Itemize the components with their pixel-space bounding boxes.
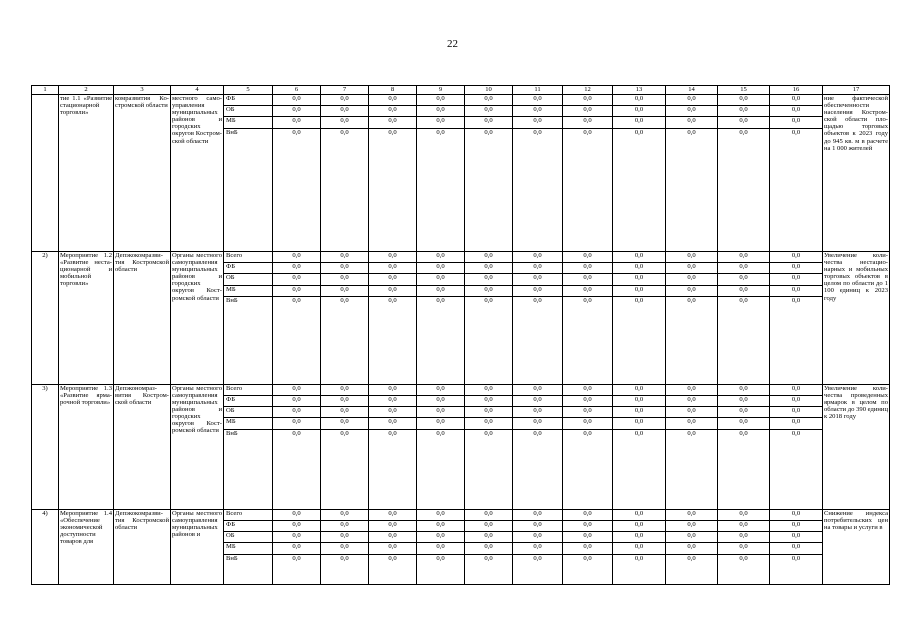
value-cell: 0,0 xyxy=(369,407,417,418)
table-row xyxy=(32,384,890,395)
value-cell: 0,0 xyxy=(369,554,417,584)
value-cell: 0,0 xyxy=(369,543,417,554)
value-cell: 0,0 xyxy=(513,407,563,418)
value-cell: 0,0 xyxy=(770,554,823,584)
value-cell: 0,0 xyxy=(770,407,823,418)
program-table xyxy=(31,85,890,585)
value-cell: 0,0 xyxy=(369,117,417,128)
value-cell: 0,0 xyxy=(273,429,321,509)
value-cell: 0,0 xyxy=(718,429,770,509)
funding-source: ОБ xyxy=(224,106,273,117)
value-cell: 0,0 xyxy=(770,396,823,407)
value-cell: 0,0 xyxy=(666,521,718,532)
value-cell: 0,0 xyxy=(273,106,321,117)
value-cell: 0,0 xyxy=(321,509,369,520)
value-cell: 0,0 xyxy=(770,521,823,532)
value-cell: 0,0 xyxy=(563,384,613,395)
value-cell: 0,0 xyxy=(666,274,718,285)
column-header: 15 xyxy=(718,86,770,95)
value-cell: 0,0 xyxy=(369,106,417,117)
value-cell: 0,0 xyxy=(613,128,666,251)
value-cell: 0,0 xyxy=(273,509,321,520)
value-cell: 0,0 xyxy=(465,106,513,117)
value-cell: 0,0 xyxy=(273,251,321,262)
value-cell: 0,0 xyxy=(770,263,823,274)
value-cell: 0,0 xyxy=(770,128,823,251)
funding-source: Всего xyxy=(224,509,273,520)
value-cell: 0,0 xyxy=(417,532,465,543)
value-cell: 0,0 xyxy=(369,532,417,543)
value-cell: 0,0 xyxy=(417,396,465,407)
expected-result: Снижение индекса потребительских цен на товары и услуги в xyxy=(823,509,890,584)
value-cell: 0,0 xyxy=(465,251,513,262)
value-cell: 0,0 xyxy=(369,128,417,251)
event-name: Мероприятие 1.4 «Обеспечение экономической доступности товаров для xyxy=(59,509,114,584)
value-cell: 0,0 xyxy=(369,509,417,520)
value-cell: 0,0 xyxy=(718,296,770,384)
value-cell: 0,0 xyxy=(417,106,465,117)
value-cell: 0,0 xyxy=(666,117,718,128)
value-cell: 0,0 xyxy=(718,418,770,429)
coexecutor-cell: Органы местного самоуправления муниципальных районов и городских округов Костромской области xyxy=(171,251,224,384)
value-cell: 0,0 xyxy=(273,384,321,395)
value-cell: 0,0 xyxy=(563,128,613,251)
column-header: 8 xyxy=(369,86,417,95)
column-header: 2 xyxy=(59,86,114,95)
value-cell: 0,0 xyxy=(273,396,321,407)
value-cell: 0,0 xyxy=(369,95,417,106)
value-cell: 0,0 xyxy=(770,95,823,106)
value-cell: 0,0 xyxy=(513,128,563,251)
value-cell: 0,0 xyxy=(465,429,513,509)
value-cell: 0,0 xyxy=(321,418,369,429)
value-cell: 0,0 xyxy=(273,263,321,274)
value-cell: 0,0 xyxy=(718,554,770,584)
value-cell: 0,0 xyxy=(465,296,513,384)
value-cell: 0,0 xyxy=(613,285,666,296)
value-cell: 0,0 xyxy=(563,509,613,520)
column-header: 16 xyxy=(770,86,823,95)
value-cell: 0,0 xyxy=(417,509,465,520)
column-header: 17 xyxy=(823,86,890,95)
value-cell: 0,0 xyxy=(563,429,613,509)
value-cell: 0,0 xyxy=(369,251,417,262)
value-cell: 0,0 xyxy=(321,407,369,418)
value-cell: 0,0 xyxy=(417,95,465,106)
value-cell: 0,0 xyxy=(465,274,513,285)
value-cell: 0,0 xyxy=(321,429,369,509)
funding-source: ФБ xyxy=(224,521,273,532)
table-row xyxy=(32,251,890,262)
value-cell: 0,0 xyxy=(465,396,513,407)
executor-cell: комразвития Костромской области xyxy=(114,95,171,252)
value-cell: 0,0 xyxy=(465,521,513,532)
value-cell: 0,0 xyxy=(321,521,369,532)
value-cell: 0,0 xyxy=(465,95,513,106)
value-cell: 0,0 xyxy=(321,117,369,128)
value-cell: 0,0 xyxy=(417,285,465,296)
funding-source: МБ xyxy=(224,117,273,128)
value-cell: 0,0 xyxy=(321,263,369,274)
value-cell: 0,0 xyxy=(513,418,563,429)
value-cell: 0,0 xyxy=(613,296,666,384)
value-cell: 0,0 xyxy=(770,418,823,429)
value-cell: 0,0 xyxy=(718,509,770,520)
value-cell: 0,0 xyxy=(718,543,770,554)
value-cell: 0,0 xyxy=(718,285,770,296)
value-cell: 0,0 xyxy=(666,263,718,274)
value-cell: 0,0 xyxy=(770,117,823,128)
funding-source: Всего xyxy=(224,384,273,395)
value-cell: 0,0 xyxy=(417,429,465,509)
value-cell: 0,0 xyxy=(613,274,666,285)
executor-cell: Депэкокомразвития Костромской области xyxy=(114,509,171,584)
value-cell: 0,0 xyxy=(513,274,563,285)
value-cell: 0,0 xyxy=(718,106,770,117)
value-cell: 0,0 xyxy=(613,117,666,128)
value-cell: 0,0 xyxy=(273,418,321,429)
value-cell: 0,0 xyxy=(563,521,613,532)
value-cell: 0,0 xyxy=(563,296,613,384)
header-row xyxy=(32,86,890,95)
value-cell: 0,0 xyxy=(563,543,613,554)
value-cell: 0,0 xyxy=(563,251,613,262)
value-cell: 0,0 xyxy=(513,285,563,296)
value-cell: 0,0 xyxy=(770,106,823,117)
value-cell: 0,0 xyxy=(563,106,613,117)
value-cell: 0,0 xyxy=(465,263,513,274)
value-cell: 0,0 xyxy=(613,396,666,407)
value-cell: 0,0 xyxy=(613,384,666,395)
value-cell: 0,0 xyxy=(563,418,613,429)
row-index: 3) xyxy=(32,384,59,509)
value-cell: 0,0 xyxy=(513,532,563,543)
value-cell: 0,0 xyxy=(321,396,369,407)
coexecutor-cell: местного самоуправления муниципальных районов и городских округов Костромской области xyxy=(171,95,224,252)
value-cell: 0,0 xyxy=(465,128,513,251)
coexecutor-cell: Органы местного самоуправления муниципальных районов и xyxy=(171,509,224,584)
funding-source: ВнБ xyxy=(224,128,273,251)
value-cell: 0,0 xyxy=(513,384,563,395)
value-cell: 0,0 xyxy=(273,296,321,384)
value-cell: 0,0 xyxy=(369,521,417,532)
value-cell: 0,0 xyxy=(417,554,465,584)
funding-source: ОБ xyxy=(224,532,273,543)
value-cell: 0,0 xyxy=(513,396,563,407)
value-cell: 0,0 xyxy=(718,251,770,262)
value-cell: 0,0 xyxy=(273,128,321,251)
value-cell: 0,0 xyxy=(273,285,321,296)
value-cell: 0,0 xyxy=(666,384,718,395)
column-header: 3 xyxy=(114,86,171,95)
value-cell: 0,0 xyxy=(613,95,666,106)
value-cell: 0,0 xyxy=(321,106,369,117)
value-cell: 0,0 xyxy=(321,285,369,296)
value-cell: 0,0 xyxy=(666,296,718,384)
value-cell: 0,0 xyxy=(563,532,613,543)
value-cell: 0,0 xyxy=(273,95,321,106)
value-cell: 0,0 xyxy=(770,274,823,285)
value-cell: 0,0 xyxy=(718,117,770,128)
column-header: 1 xyxy=(32,86,59,95)
funding-source: Всего xyxy=(224,251,273,262)
value-cell: 0,0 xyxy=(513,251,563,262)
expected-result: Увеличение количества нестационарных и мобильных торговых объектов в целом по области до 1 100 единиц к 2023 году xyxy=(823,251,890,384)
row-index xyxy=(32,95,59,252)
value-cell: 0,0 xyxy=(666,429,718,509)
value-cell: 0,0 xyxy=(513,263,563,274)
value-cell: 0,0 xyxy=(613,509,666,520)
value-cell: 0,0 xyxy=(321,274,369,285)
value-cell: 0,0 xyxy=(718,532,770,543)
value-cell: 0,0 xyxy=(613,429,666,509)
value-cell: 0,0 xyxy=(666,418,718,429)
value-cell: 0,0 xyxy=(417,117,465,128)
value-cell: 0,0 xyxy=(563,396,613,407)
expected-result: Увеличение количества проведенных ярмарок в целом по области до 390 единиц к 2018 году xyxy=(823,384,890,509)
value-cell: 0,0 xyxy=(417,407,465,418)
funding-source: МБ xyxy=(224,543,273,554)
event-name: Мероприятие 1.2 «Развитие нестационарной и мобильной торговли» xyxy=(59,251,114,384)
row-index: 4) xyxy=(32,509,59,584)
funding-source: ФБ xyxy=(224,263,273,274)
value-cell: 0,0 xyxy=(417,418,465,429)
column-header: 7 xyxy=(321,86,369,95)
value-cell: 0,0 xyxy=(417,543,465,554)
value-cell: 0,0 xyxy=(666,396,718,407)
value-cell: 0,0 xyxy=(613,521,666,532)
value-cell: 0,0 xyxy=(666,554,718,584)
value-cell: 0,0 xyxy=(417,128,465,251)
funding-source: ФБ xyxy=(224,95,273,106)
coexecutor-cell: Органы местного самоуправления муниципальных районов и городских округов Костромской области xyxy=(171,384,224,509)
value-cell: 0,0 xyxy=(321,384,369,395)
value-cell: 0,0 xyxy=(417,263,465,274)
funding-source: ФБ xyxy=(224,396,273,407)
value-cell: 0,0 xyxy=(770,285,823,296)
value-cell: 0,0 xyxy=(273,407,321,418)
value-cell: 0,0 xyxy=(718,384,770,395)
value-cell: 0,0 xyxy=(513,117,563,128)
table-row xyxy=(32,95,890,106)
value-cell: 0,0 xyxy=(666,95,718,106)
value-cell: 0,0 xyxy=(666,532,718,543)
column-header: 12 xyxy=(563,86,613,95)
funding-source: ОБ xyxy=(224,274,273,285)
value-cell: 0,0 xyxy=(563,407,613,418)
value-cell: 0,0 xyxy=(613,543,666,554)
value-cell: 0,0 xyxy=(369,418,417,429)
value-cell: 0,0 xyxy=(417,521,465,532)
value-cell: 0,0 xyxy=(666,251,718,262)
funding-source: ВнБ xyxy=(224,554,273,584)
column-header: 10 xyxy=(465,86,513,95)
value-cell: 0,0 xyxy=(513,543,563,554)
column-header: 14 xyxy=(666,86,718,95)
row-index: 2) xyxy=(32,251,59,384)
value-cell: 0,0 xyxy=(770,532,823,543)
value-cell: 0,0 xyxy=(770,384,823,395)
value-cell: 0,0 xyxy=(465,554,513,584)
value-cell: 0,0 xyxy=(273,521,321,532)
value-cell: 0,0 xyxy=(666,543,718,554)
value-cell: 0,0 xyxy=(613,554,666,584)
value-cell: 0,0 xyxy=(465,509,513,520)
value-cell: 0,0 xyxy=(369,263,417,274)
value-cell: 0,0 xyxy=(273,532,321,543)
value-cell: 0,0 xyxy=(666,509,718,520)
funding-source: ОБ xyxy=(224,407,273,418)
expected-result: ние фактической обеспеченности населения Костромской области площадью торговых объектов к 2023 году до 945 кв. м в расчете на 1 000 жителей xyxy=(823,95,890,252)
value-cell: 0,0 xyxy=(513,509,563,520)
table-row xyxy=(32,509,890,520)
value-cell: 0,0 xyxy=(666,106,718,117)
value-cell: 0,0 xyxy=(513,296,563,384)
value-cell: 0,0 xyxy=(369,285,417,296)
value-cell: 0,0 xyxy=(613,532,666,543)
value-cell: 0,0 xyxy=(321,128,369,251)
value-cell: 0,0 xyxy=(563,95,613,106)
value-cell: 0,0 xyxy=(666,407,718,418)
value-cell: 0,0 xyxy=(321,296,369,384)
value-cell: 0,0 xyxy=(465,117,513,128)
funding-source: МБ xyxy=(224,418,273,429)
value-cell: 0,0 xyxy=(321,95,369,106)
value-cell: 0,0 xyxy=(465,543,513,554)
value-cell: 0,0 xyxy=(513,521,563,532)
value-cell: 0,0 xyxy=(513,95,563,106)
value-cell: 0,0 xyxy=(563,263,613,274)
value-cell: 0,0 xyxy=(718,128,770,251)
value-cell: 0,0 xyxy=(369,429,417,509)
event-name: тие 1.1 «Развитие стационарной торговли» xyxy=(59,95,114,252)
value-cell: 0,0 xyxy=(718,407,770,418)
value-cell: 0,0 xyxy=(417,251,465,262)
value-cell: 0,0 xyxy=(513,106,563,117)
value-cell: 0,0 xyxy=(770,429,823,509)
value-cell: 0,0 xyxy=(369,396,417,407)
value-cell: 0,0 xyxy=(273,117,321,128)
value-cell: 0,0 xyxy=(369,296,417,384)
value-cell: 0,0 xyxy=(613,418,666,429)
value-cell: 0,0 xyxy=(465,407,513,418)
value-cell: 0,0 xyxy=(465,418,513,429)
value-cell: 0,0 xyxy=(465,384,513,395)
value-cell: 0,0 xyxy=(465,285,513,296)
value-cell: 0,0 xyxy=(563,117,613,128)
value-cell: 0,0 xyxy=(770,296,823,384)
column-header: 6 xyxy=(273,86,321,95)
value-cell: 0,0 xyxy=(613,251,666,262)
funding-source: МБ xyxy=(224,285,273,296)
value-cell: 0,0 xyxy=(417,296,465,384)
value-cell: 0,0 xyxy=(273,554,321,584)
value-cell: 0,0 xyxy=(613,263,666,274)
value-cell: 0,0 xyxy=(369,274,417,285)
value-cell: 0,0 xyxy=(613,407,666,418)
value-cell: 0,0 xyxy=(563,285,613,296)
value-cell: 0,0 xyxy=(666,128,718,251)
value-cell: 0,0 xyxy=(369,384,417,395)
column-header: 11 xyxy=(513,86,563,95)
value-cell: 0,0 xyxy=(321,251,369,262)
event-name: Мероприятие 1.3 «Развитие ярмарочной торговли» xyxy=(59,384,114,509)
column-header: 5 xyxy=(224,86,273,95)
value-cell: 0,0 xyxy=(513,429,563,509)
value-cell: 0,0 xyxy=(770,543,823,554)
column-header: 9 xyxy=(417,86,465,95)
value-cell: 0,0 xyxy=(718,95,770,106)
funding-source: ВнБ xyxy=(224,296,273,384)
value-cell: 0,0 xyxy=(513,554,563,584)
value-cell: 0,0 xyxy=(718,521,770,532)
value-cell: 0,0 xyxy=(718,263,770,274)
value-cell: 0,0 xyxy=(417,274,465,285)
column-header: 13 xyxy=(613,86,666,95)
value-cell: 0,0 xyxy=(770,509,823,520)
value-cell: 0,0 xyxy=(718,396,770,407)
value-cell: 0,0 xyxy=(321,554,369,584)
value-cell: 0,0 xyxy=(465,532,513,543)
value-cell: 0,0 xyxy=(273,274,321,285)
value-cell: 0,0 xyxy=(718,274,770,285)
value-cell: 0,0 xyxy=(273,543,321,554)
executor-cell: Депэкокомразвития Костромской области xyxy=(114,251,171,384)
value-cell: 0,0 xyxy=(770,251,823,262)
value-cell: 0,0 xyxy=(613,106,666,117)
page-number: 22 xyxy=(447,38,458,50)
value-cell: 0,0 xyxy=(666,285,718,296)
executor-cell: Депэкономразвития Костромской области xyxy=(114,384,171,509)
value-cell: 0,0 xyxy=(563,274,613,285)
value-cell: 0,0 xyxy=(417,384,465,395)
funding-source: ВнБ xyxy=(224,429,273,509)
value-cell: 0,0 xyxy=(321,543,369,554)
value-cell: 0,0 xyxy=(563,554,613,584)
value-cell: 0,0 xyxy=(321,532,369,543)
column-header: 4 xyxy=(171,86,224,95)
